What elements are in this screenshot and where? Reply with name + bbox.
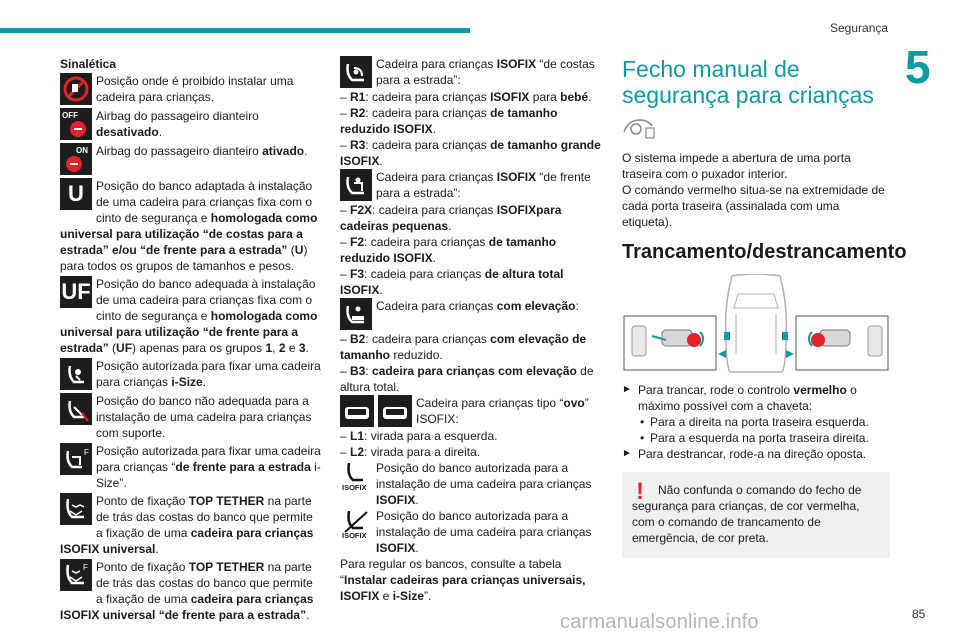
- egg-seat-text: Cadeira para crianças tipo “ovo” ISOFIX:: [416, 396, 589, 426]
- signage-text: Posição autorizada para fixar uma cadeira para crianças i-Size.: [96, 359, 321, 389]
- list-item: – F2: cadeira para crianças de tamanho reduzido ISOFIX.: [340, 235, 557, 265]
- isofix-seat-icon: [340, 460, 372, 492]
- child-lock-illustration: [622, 274, 890, 374]
- top-tether-forward-icon: [60, 559, 92, 591]
- child-lock-icon: [622, 116, 656, 140]
- signage-item: [60, 559, 322, 623]
- lock-step: ► Para trancar, rode o controlo vermelho o máximo possível com a chaveta:: [622, 382, 890, 414]
- svg-text:F: F: [83, 563, 88, 572]
- list-item: – B2: cadeira para crianças com elevação de tamanho reduzido.: [340, 332, 587, 362]
- isofix-rear-text: Cadeira para crianças ISOFIX “de costas para a estrada”:: [376, 57, 595, 87]
- seat-table-reference: Para regular os bancos, consulte a tabela “Instalar cadeiras para crianças universais, ISOFIX e i-Size”.: [340, 557, 586, 603]
- universal-u-icon: U: [60, 178, 92, 210]
- column-signage: [60, 56, 322, 625]
- column-isofix: [340, 56, 602, 604]
- isofix-position-text: Posição do banco autorizada para a instalação de uma cadeira para crianças ISOFIX.: [376, 461, 592, 507]
- signage-text: Airbag do passageiro dianteiro ativado.: [96, 144, 308, 158]
- signage-item: [60, 143, 322, 176]
- list-item: – L2: virada para a direita.: [340, 445, 481, 459]
- left-door-lock-detail: [624, 316, 716, 370]
- isofix-seat-crossed-icon: [340, 508, 372, 540]
- signage-item: [60, 108, 322, 141]
- list-item: – R3: cadeira para crianças de tamanho grande ISOFIX.: [340, 138, 601, 168]
- intro-text: O sistema impede a abertura de uma porta traseira com o puxador interior.: [622, 151, 851, 181]
- isofix-position-text: Posição do banco autorizada para a instalação de uma cadeira para crianças ISOFIX.: [376, 509, 592, 555]
- isofix-front-item: [340, 169, 602, 202]
- isofix-front-text: Cadeira para crianças ISOFIX “de frente para a estrada”:: [376, 170, 591, 200]
- isofix-icon-label: ISOFIX: [342, 531, 367, 540]
- watermark: carmanualsonline.info: [560, 611, 759, 633]
- warning-icon: !: [636, 478, 644, 505]
- booster-item: [340, 298, 602, 331]
- subsection-heading: Trancamento/destrancamento: [622, 241, 907, 263]
- egg-seat-right-icon: [378, 395, 412, 427]
- header-accent-bar: [0, 28, 470, 33]
- svg-text:ON: ON: [76, 146, 88, 155]
- forward-facing-seat-icon: [340, 169, 372, 201]
- isofix-icon-label: ISOFIX: [342, 483, 367, 492]
- egg-seat-item: [340, 395, 602, 428]
- warning-text: Não confunda o comando do fecho de segurança para crianças, de cor vermelha, com o comando de trancamento de emergência, de cor preta.: [632, 483, 862, 545]
- signage-text: Posição do banco adaptada à instalação de uma cadeira para crianças fixa com o cinto de segurança e homologada como universal para utilização “de costas para a estrada” e/ou “de frente para a estrada” (U) para todos os grupos de tamanhos e pesos.: [60, 179, 318, 273]
- top-tether-icon: [60, 493, 92, 525]
- signage-item: [60, 178, 322, 274]
- list-item: – F2X: cadeira para crianças ISOFIXpara cadeiras pequenas.: [340, 203, 562, 233]
- column-child-lock: [622, 56, 907, 558]
- airbag-off-icon: [60, 108, 92, 140]
- lock-bullet: • Para a esquerda na porta traseira direita.: [634, 430, 890, 446]
- right-door-lock-detail: [796, 316, 888, 370]
- signage-item: [60, 276, 322, 356]
- signage-text: Ponto de fixação TOP TETHER na parte de trás das costas do banco que permite a fixação de uma cadeira para crianças ISOFIX universal.: [60, 494, 314, 556]
- isize-forward-icon: [60, 443, 92, 475]
- intro-text: O comando vermelho situa-se na extremidade de cada porta traseira (assinalada com uma etiqueta).: [622, 183, 885, 229]
- svg-text:OFF: OFF: [62, 111, 78, 120]
- signage-item: [60, 393, 322, 441]
- svg-text:F: F: [84, 448, 89, 457]
- signage-text: Posição do banco não adequada para a instalação de uma cadeira para crianças com suporte.: [96, 394, 312, 440]
- rear-facing-seat-icon: [340, 56, 372, 88]
- universal-uf-icon: UF: [60, 276, 92, 308]
- airbag-on-icon: [60, 143, 92, 175]
- car-top-view-icon: [724, 274, 788, 372]
- signage-item: [60, 73, 322, 106]
- lock-bullet: • Para a direita na porta traseira esquerda.: [634, 414, 890, 430]
- isize-icon: [60, 358, 92, 390]
- signage-item: [60, 358, 322, 391]
- not-suitable-seat-icon: [60, 393, 92, 425]
- section-heading: Fecho manual de segurança para crianças: [622, 56, 874, 108]
- no-child-seat-icon: [60, 73, 92, 105]
- list-item: – R1: cadeira para crianças ISOFIX para bebé.: [340, 90, 592, 104]
- unlock-step: ► Para destrancar, rode-a na direção oposta.: [622, 446, 890, 462]
- signage-text: Posição autorizada para fixar uma cadeira para crianças “de frente para a estrada i-Size”.: [96, 444, 321, 490]
- signage-heading: Sinalética: [60, 57, 117, 71]
- signage-item: [60, 493, 322, 557]
- section-title: Segurança: [830, 21, 889, 35]
- list-item: – F3: cadeia para crianças de altura total ISOFIX.: [340, 267, 564, 297]
- isofix-position-item: [340, 508, 602, 556]
- isofix-position-item: [340, 460, 602, 508]
- list-item: – R2: cadeira para crianças de tamanho reduzido ISOFIX.: [340, 106, 558, 136]
- signage-text: Posição onde é proibido instalar uma cadeira para crianças.: [96, 74, 294, 104]
- chapter-number: 5: [905, 41, 931, 93]
- egg-seat-left-icon: [340, 395, 374, 427]
- signage-text: Posição do banco adequada à instalação de uma cadeira para crianças fixa com o cinto de segurança e homologada como universal para utilização “de frente para a estrada” (UF) apenas para os grupos 1, 2 e 3.: [60, 277, 318, 355]
- booster-seat-icon: [340, 298, 372, 330]
- booster-text: Cadeira para crianças com elevação:: [376, 299, 579, 313]
- warning-box: [622, 472, 890, 558]
- isofix-rear-item: [340, 56, 602, 89]
- signage-item: [60, 443, 322, 491]
- page-number: 85: [912, 607, 926, 621]
- signage-text: Ponto de fixação TOP TETHER na parte de trás das costas do banco que permite a fixação de uma cadeira para crianças ISOFIX universal “de frente para a estrada”.: [60, 560, 314, 622]
- signage-text: Airbag do passageiro dianteiro desativado.: [96, 109, 259, 139]
- list-item: – B3: cadeira para crianças com elevação de altura total.: [340, 364, 594, 394]
- list-item: – L1: virada para a esquerda.: [340, 429, 498, 443]
